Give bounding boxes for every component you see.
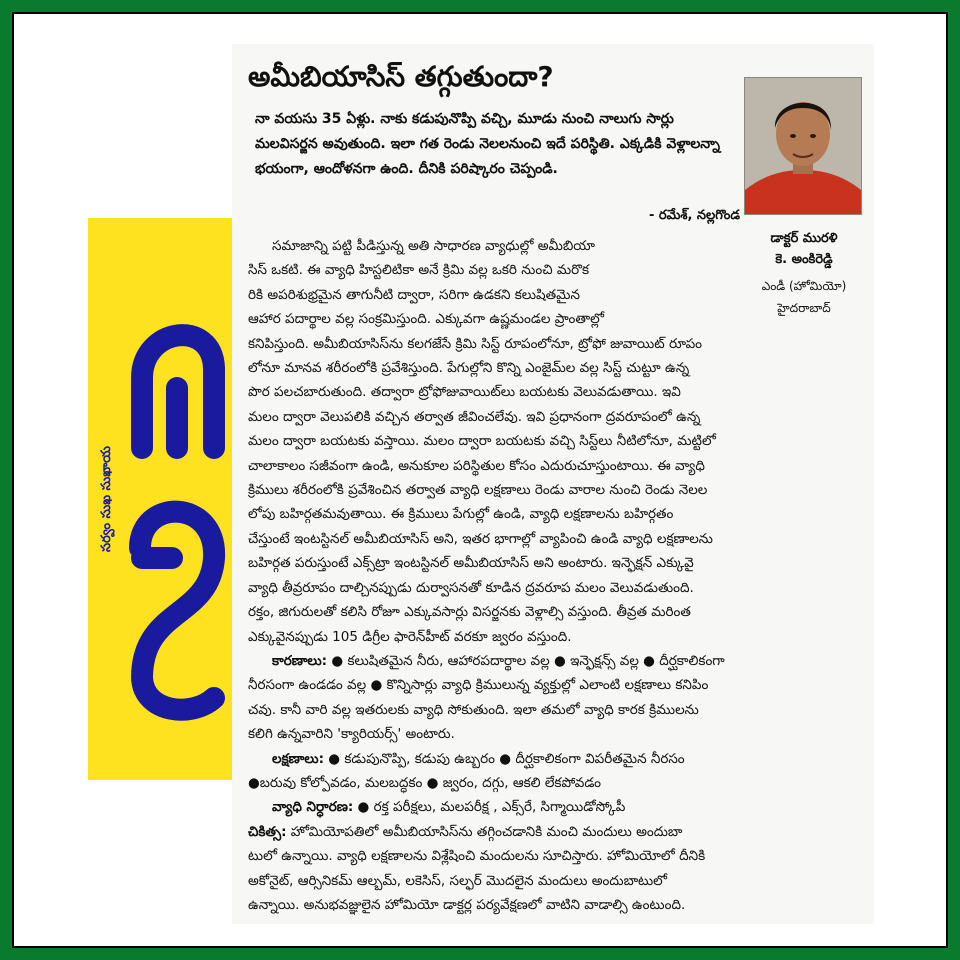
body-line: రికి అపరిశుభ్రమైన తాగునీటి ద్వారా, సరిగా ఉడకని కలుషితమైన <box>248 286 580 303</box>
causes-line: కలిగి ఉన్నవారిని 'క్యారియర్స్' అంటారు. <box>248 726 455 743</box>
body-line: రక్తం, జిగురులతో కలిసి రోజూ ఎక్కువసార్లు విసర్జనకు వెళ్లాల్సి వస్తుంది. తీవ్రత మరింత <box>248 604 691 621</box>
question-signature: - రమేశ్, నల్లగొండ <box>648 208 740 223</box>
body-line: చేస్తుంటే ఇంటస్టినల్ అమీబియాసిస్ అని, ఇతర భాగాల్లో వ్యాపించి ఉండి వ్యాధి లక్షణాలను <box>248 530 713 547</box>
causes-label: కారణాలు: <box>272 652 328 669</box>
causes-line: నీరసంగా ఉండడం వల్ల ● కొన్నిసార్లు వ్యాధి క్రిములున్న వ్యక్తుల్లో ఎలాంటి లక్షణాలు కనిపిం <box>248 677 709 694</box>
body-line: మలం ద్వారా వెలుపలికి వచ్చిన తర్వాత జీవించలేవు. ఇవి ప్రధానంగా ద్రవరూపంలో ఉన్న <box>248 408 701 425</box>
treatment-label: చికిత్స: <box>248 823 287 840</box>
treatment-line: చికిత్స: హోమియోపతిలో అమీబియాసిస్‌ను తగ్గించడానికి మంచి మందులు అందుబా <box>248 823 683 840</box>
article-body <box>248 234 862 917</box>
body-line: ఎక్కువైనప్పుడు 105 డిగ్రీల ఫారెన్‌హీట్ వరకూ జ్వరం వస్తుంది. <box>248 628 572 645</box>
side-band <box>88 218 236 780</box>
diagnosis-label: వ్యాధి నిర్ధారణ: <box>272 799 354 816</box>
body-line: కనిపిస్తుంది. అమీబియాసిస్‌ను కలగజేసే క్రిమి సిస్ట్ రూపంలోనూ, ట్రోఫో జువాయిట్ రూపం <box>248 335 703 352</box>
body-line: ఆహార పదార్థాల వల్ల సంక్రమిస్తుంది. ఎక్కువగా ఉష్ణమండల ప్రాంతాల్లో <box>248 311 604 328</box>
side-band-caption: సర్వం సుఖ సుఖాయ <box>99 446 114 552</box>
symptoms-line: లక్షణాలు: ● కడుపునొప్పి, కడుపు ఉబ్బరం ● దీర్ఘకాలికంగా విపరీతమైన నీరసం <box>272 750 685 767</box>
doctor-city: హైదరాబాద్ <box>777 301 831 315</box>
body-line: క్రిములు శరీరంలోకి ప్రవేశించిన తర్వాత వ్యాధి లక్షణాలు రెండు వారాల నుంచి రెండు నెలల <box>248 482 708 499</box>
doctor-name: డాక్టర్ మురళి కె. అంకిరెడ్డి <box>770 231 838 267</box>
doctor-photo <box>744 77 862 215</box>
body-line: మలం ద్వారా బయటకు వస్తాయి. మలం ద్వారా బయటకు వచ్చి సిస్ట్‌లు నీటిలోనూ, మట్టిలో <box>248 433 716 450</box>
body-line: బహిర్గత పరుస్తుంటే ఎక్స్‌ట్రా ఇంటస్టినల్ అమీబియాసిస్ అని అంటారు. ఇన్ఫెక్షన్ ఎక్కువై <box>248 555 694 572</box>
body-line: చాలాకాలం సజీవంగా ఉండి, అనుకూల పరిస్థితుల కోసం ఎదురుచూస్తుంటాయి. ఈ వ్యాధి <box>248 457 705 474</box>
treatment-line: ఉన్నాయి. అనుభవజ్ఞులైన హోమియో డాక్టర్ల పర్యవేక్షణలో వాటిని వాడాల్సి ఉంటుంది. <box>248 896 686 913</box>
doctor-degree: ఎండీ (హోమియో) <box>761 279 847 293</box>
causes-line: కారణాలు: ● కలుషితమైన నీరు, ఆహారపదార్థాల వల్ల ● ఇన్ఫెక్షన్స్ వల్ల ● దీర్ఘకాలికంగా <box>272 652 725 669</box>
body-line: వ్యాధి తీవ్రరూపం దాల్చినప్పుడు దుర్వాసనతో కూడిన ద్రవరూప మలం వెలువడుతుంది. <box>248 579 694 596</box>
symptoms-label: లక్షణాలు: <box>272 750 324 767</box>
body-line: లోనూ మానవ శరీరంలోకి ప్రవేశిస్తుంది. పేగుల్లోని కొన్ని ఎంజైమ్‌ల వల్ల సిస్ట్ చుట్టూ ఉన్న <box>248 360 690 377</box>
reader-question: నా వయసు 35 ఏళ్లు. నాకు కడుపునొప్పి వచ్చి, మూడు నుంచి నాలుగు సార్లు మలవిసర్జన అవుతుంది. ఇలా గత రెండు నెలలనుంచి ఇదే పరిస్థితి. ఎక్కడికి వెళ్లాలన్నా భయంగా, ఆందోళనగా ఉంది. దీనికి పరిష్కారం చెప్పండి. <box>255 111 720 177</box>
diagnosis-line: వ్యాధి నిర్ధారణ: ● రక్త పరీక్షలు, మలపరీక్ష , ఎక్స్‌రే, సిగ్మాయిడోస్కోపీ <box>272 799 626 816</box>
body-line: పొర పలచబారుతుంది. తద్వారా ట్రోఫోజువాయిట్‌లు బయటకు వెలువడుతాయి. ఇవి <box>248 384 681 401</box>
treatment-line: టులో ఉన్నాయి. వ్యాధి లక్షణాలను విశ్లేషించి మందులను సూచిస్తారు. హోమియోలో దీనికి <box>248 848 706 865</box>
sukhi-logo <box>122 258 232 738</box>
body-line: సమాజాన్ని పట్టి పీడిస్తున్న అతి సాధారణ వ్యాధుల్లో అమీబియా <box>272 238 595 254</box>
body-line: సిస్ ఒకటి. ఈ వ్యాధి హిస్టలిటికా అనే క్రిమి వల్ల ఒకరి నుంచి మరొక <box>248 262 590 279</box>
article-title: అమీబియాసిస్ తగ్గుతుందా? <box>248 60 554 93</box>
causes-line: చవు. కానీ వారి వల్ల ఇతరులకు వ్యాధి సోకుతుంది. ఇలా తమలో వ్యాధి కారక క్రిములను <box>248 701 699 718</box>
treatment-line: అకోనైట్, ఆర్సినికమ్ ఆల్బమ్, లకెసిస్, సల్ఫర్ మొదలైన మందులు అందుబాటులో <box>248 872 668 889</box>
body-line: లోపు బహిర్గతమవుతాయి. ఈ క్రిములు పేగుల్లో ఉండి, వ్యాధి లక్షణాలను బహిర్గతం <box>248 506 674 523</box>
symptoms-line: ●బరువు కోల్పోవడం, మలబద్ధకం ● జ్వరం, దగ్గు, ఆకలి లేకపోవడం <box>248 774 602 791</box>
